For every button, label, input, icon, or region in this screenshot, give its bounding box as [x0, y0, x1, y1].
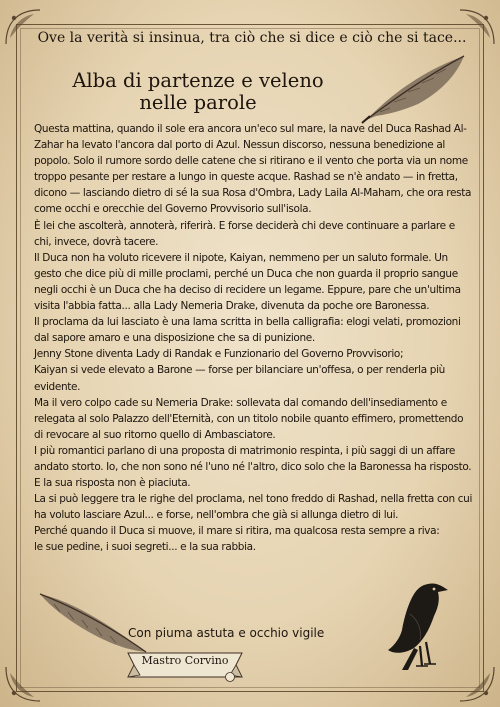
paragraph: Jenny Stone diventa Lady di Randak e Funzionario del Governo Provvisorio; [34, 348, 404, 361]
paragraph: Il proclama da lui lasciato è una lama scritta in bella calligrafia: elogi velati, promozioni dal sapore amaro e una disposizione che sa di punizione. [34, 316, 461, 345]
paragraph: Ma il vero colpo cade su Nemeria Drake: sollevata dal comando dell'insediamento e relegata al solo Palazzo dell'Eternità, con un titolo nobile quanto effimero, promettendo di revocare al suo ritorno quello di Ambasciatore. [34, 396, 464, 441]
article-body [34, 121, 474, 556]
paragraph: Perché quando il Duca si muove, il mare si ritira, ma qualcosa resta sempre a riva: [34, 525, 440, 538]
raven-icon [374, 574, 456, 674]
ornament-corner-icon [458, 665, 496, 703]
quill-icon [360, 52, 470, 124]
paragraph: le sue pedine, i suoi segreti... e la sua rabbia. [34, 541, 256, 554]
ornament-corner-icon [4, 665, 42, 703]
article-title: Alba di partenze e veleno nelle parole [72, 69, 324, 114]
motto: Ove la verità si insinua, tra ciò che si dice e ciò che si tace... [37, 30, 467, 46]
paragraph: La si può leggere tra le righe del proclama, nel tono freddo di Rashad, nella fretta con cui ha voluto lasciare Azul... e forse, nell'ombra che già si allunga dietro di lui. [34, 493, 473, 522]
paragraph: Questa mattina, quando il sole era ancora un'eco sul mare, la nave del Duca Rashad Al-Zahar ha levato l'ancora dal porto di Azul. Nessun discorso, nessuna benedizione al popolo. Solo il rumore sordo delle catene che si ritirano e il vento che porta via un nome troppo pesante per restare a lungo in queste acque. Rashad se n'è andato — in fretta, dicono — lasciando dietro di sé la sua Rosa d'Ombra, Lady Laila Al-Maham, che ora resta come occhi e orecchie del Governo Provvisorio sull'isola. [34, 123, 472, 216]
paragraph: È lei che ascolterà, annoterà, riferirà. E forse deciderà chi deve continuare a parlare e chi, invece, dovrà tacere. [34, 219, 455, 248]
paragraph: Kaiyan si vede elevato a Barone — forse per bilanciare un'offesa, o per renderla più evidente. [34, 364, 445, 393]
paragraph: Il Duca non ha voluto ricevere il nipote, Kaiyan, nemmeno per un saluto formale. Un gesto che dice più di mille proclami, perché un Duca che non guarda il proprio sangue negli occhi è un Duca che ha deciso di recidere un legame. Eppure, pare che un'ultima visita l'abbia fatta... alla Lady Nemeria Drake, divenuta da poche ore Baronessa. [34, 251, 461, 313]
paragraph: I più romantici parlano di una proposta di matrimonio respinta, i più saggi di un affare andato storto. Io, che non sono né l'uno né l'altro, dico solo che la Baronessa ha risposto. E la sua risposta non è piaciuta. [34, 444, 472, 490]
signature: Mastro Corvino [141, 654, 229, 667]
signoff-text: Con piuma astuta e occhio vigile [128, 626, 325, 640]
